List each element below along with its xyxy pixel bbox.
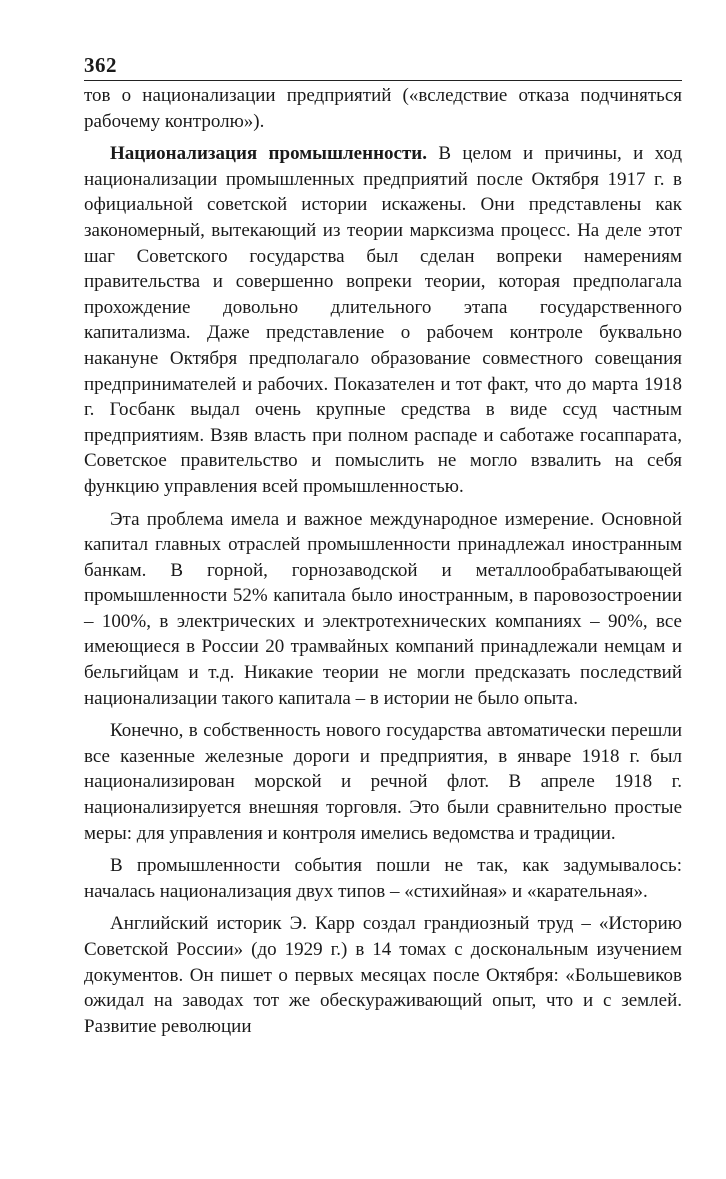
paragraph-text: В промышленности события пошли не так, как задумывалось: началась национализация двух типов – «стихийная» и «карательная».: [84, 855, 682, 902]
paragraph-text: Эта проблема имела и важное международное измерение. Основной капитал главных отраслей промышленности принадлежал иностранным банкам. В горной, горнозаводской и металлообрабатывающей промышленности 52% капитала было иностранным, в паровозостроении – 100%, в электрических и электротехнических компаниях – 90%, все имеющиеся в России 20 трамвайных компаний принадлежали немцам и бельгийцам и т.д. Никакие теории не могли предсказать последствий национализации такого капитала – в истории не было опыта.: [84, 508, 682, 709]
paragraph-state-property: [84, 718, 682, 846]
paragraph-international: [84, 507, 682, 712]
header-rule: [84, 80, 682, 81]
paragraph-text: Конечно, в собственность нового государства автоматически перешли все казенные железные дороги и предприятия, в январе 1918 г. был национализирован морской и речной флот. В апреле 1918 г. национализируется внешняя торговля. Это были сравнительно простые меры: для управления и контроля имелись ведомства и традиции.: [84, 720, 682, 844]
paragraph-text: Английский историк Э. Карр создал грандиозный труд – «Историю Советской России» (до 1929 г.) в 14 томах с доскональным изучением документов. Он пишет о первых месяцах после Октября: «Большевиков ожидал на заводах тот же обескураживающий опыт, что и с землей. Развитие революции: [84, 913, 682, 1037]
paragraph-carr: [84, 911, 682, 1039]
paragraph-nationalization: [84, 141, 682, 499]
book-page: [84, 52, 682, 1039]
paragraph-text: тов о национализации предприятий («вследствие отказа подчиняться рабочему контролю»).: [84, 85, 682, 132]
section-heading: Национализация промышленности.: [110, 143, 427, 165]
paragraph-industry-events: [84, 853, 682, 904]
paragraph-continuation: [84, 83, 682, 134]
body-text: [84, 83, 682, 1039]
paragraph-text: В целом и причины, и ход национализации промышленных предприятий после Октября 1917 г. в официальной советской истории искажены. Они представлены как закономерный, вытекающий из теории марксизма процесс. На деле этот шаг Советского государства был сделан вопреки намерениям правительства и совершенно вопреки теории, которая предполагала прохождение довольно длительного этапа государственного капитализма. Даже представление о рабочем контроле буквально накануне Октября предполагало образование совместного совещания предпринимателей и рабочих. Показателен и тот факт, что до марта 1918 г. Госбанк выдал очень крупные средства в виде ссуд частным предприятиям. Взяв власть при полном распаде и саботаже госаппарата, Советское правительство и помыслить не могло взвалить на себя функцию управления всей промышленностью.: [84, 143, 682, 497]
page-number: 362: [84, 53, 117, 77]
